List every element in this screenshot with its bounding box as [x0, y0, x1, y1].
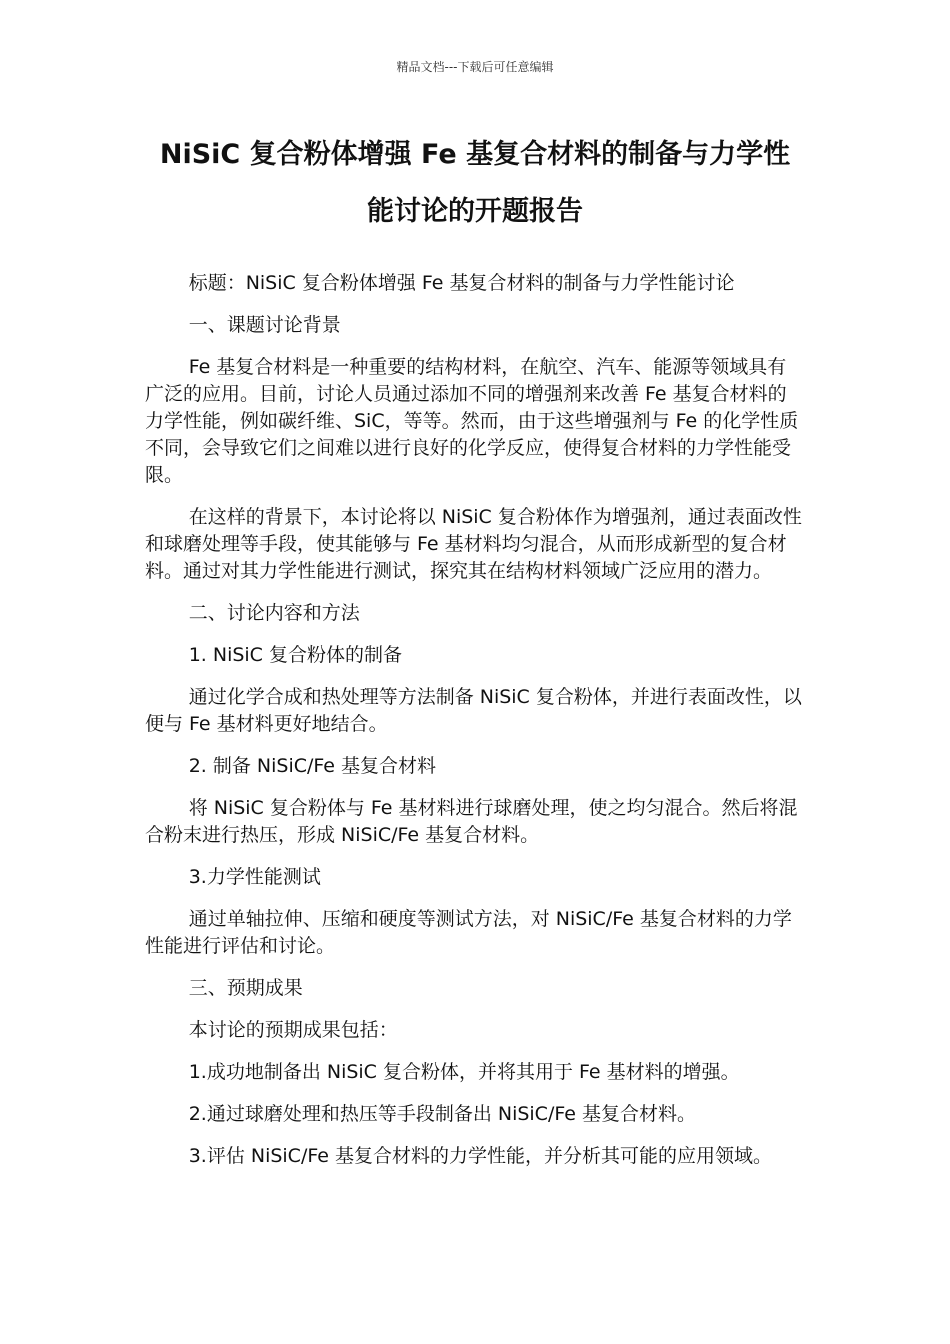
expected-results-intro: 本讨论的预期成果包括：	[188, 1019, 398, 1041]
expected-result-item: 1.成功地制备出 NiSiC 复合粉体，并将其用于 Fe 基材料的增强。	[188, 1061, 740, 1083]
section-heading-expected-results: 三、预期成果	[188, 977, 303, 999]
subheading-mechanical-test: 3.力学性能测试	[188, 866, 321, 888]
expected-result-item: 2.通过球磨处理和热压等手段制备出 NiSiC/Fe 基复合材料。	[188, 1103, 696, 1125]
subheading-composite-prep: 2. 制备 NiSiC/Fe 基复合材料	[188, 755, 437, 777]
page-header-note: 精品文档---下载后可任意编辑	[396, 60, 554, 74]
mechanical-test-paragraph: 通过单轴拉伸、压缩和硬度等测试方法，对 NiSiC/Fe 基复合材料的力学性能进行评估和讨论。	[145, 908, 792, 957]
section-heading-background: 一、课题讨论背景	[188, 314, 341, 336]
subheading-powder-prep: 1. NiSiC 复合粉体的制备	[188, 644, 402, 666]
expected-result-item: 3.评估 NiSiC/Fe 基复合材料的力学性能，并分析其可能的应用领域。	[188, 1145, 772, 1167]
background-paragraph-2: 在这样的背景下，本讨论将以 NiSiC 复合粉体作为增强剂，通过表面改性和球磨处理等手段，使其能够与 Fe 基材料均匀混合，从而形成新型的复合材料。通过对其力学性能进行测试，探究其在结构材料领域广泛应用的潜力。	[145, 506, 802, 582]
document-body	[145, 270, 805, 1170]
background-paragraph-1: Fe 基复合材料是一种重要的结构材料，在航空、汽车、能源等领域具有广泛的应用。目前，讨论人员通过添加不同的增强剂来改善 Fe 基复合材料的力学性能，例如碳纤维、SiC，等等。然而，由于这些增强剂与 Fe 的化学性质不同，会导致它们之间难以进行良好的化学反应，使得复合材料的力学性能受限。	[145, 356, 799, 486]
document-title-line-2: 能讨论的开题报告	[367, 196, 583, 227]
composite-prep-paragraph: 将 NiSiC 复合粉体与 Fe 基材料进行球磨处理，使之均匀混合。然后将混合粉末进行热压，形成 NiSiC/Fe 基复合材料。	[145, 797, 798, 846]
powder-prep-paragraph: 通过化学合成和热处理等方法制备 NiSiC 复合粉体，并进行表面改性，以便与 Fe 基材料更好地结合。	[145, 686, 802, 735]
subject-line: 标题：NiSiC 复合粉体增强 Fe 基复合材料的制备与力学性能讨论	[188, 272, 735, 294]
section-heading-methods: 二、讨论内容和方法	[188, 602, 360, 624]
document-title-line-1: NiSiC 复合粉体增强 Fe 基复合材料的制备与力学性	[159, 139, 791, 170]
